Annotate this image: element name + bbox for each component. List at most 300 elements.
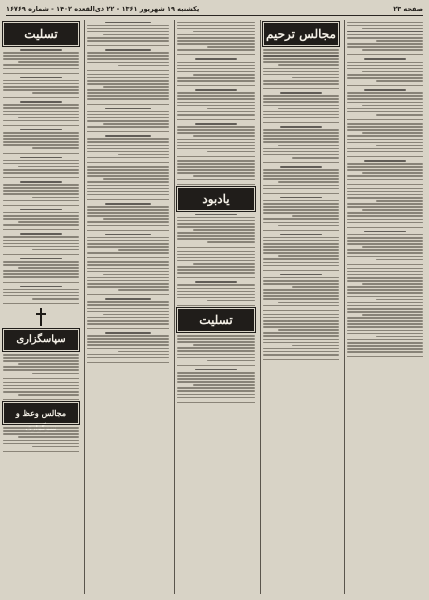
text-line: [177, 28, 255, 30]
text-line: [3, 433, 79, 435]
notice-block: [87, 298, 169, 329]
column-divider: [84, 20, 85, 594]
text-line: [263, 55, 339, 57]
text-line: [347, 108, 423, 110]
text-line: [3, 240, 79, 242]
text-line: [177, 102, 255, 104]
text-line: [347, 92, 423, 94]
text-line: [195, 123, 238, 125]
text-line: [177, 62, 255, 64]
text-line: [3, 163, 79, 165]
text-line: [347, 34, 423, 36]
text-line: [87, 286, 169, 288]
text-line: [3, 132, 79, 134]
text-line: [263, 351, 339, 353]
text-line: [87, 120, 169, 122]
text-line: [263, 335, 339, 337]
text-line: [362, 71, 423, 73]
text-line: [347, 271, 423, 273]
section-banner-majales-tarhim: مجالس ترحیم: [264, 23, 338, 45]
text-line: [118, 154, 169, 156]
text-line: [263, 262, 339, 264]
text-line: [87, 28, 169, 30]
notice-block: [3, 129, 79, 154]
text-line: [177, 223, 255, 225]
page-number-label: صفحه ۲۳: [393, 5, 423, 13]
text-line: [3, 443, 79, 445]
text-line: [177, 114, 255, 116]
text-line: [193, 135, 255, 137]
text-line: [87, 338, 169, 340]
text-line: [177, 338, 255, 340]
text-line: [347, 320, 423, 322]
text-line: [263, 246, 339, 248]
text-line: [347, 188, 423, 190]
text-line: [87, 52, 169, 54]
text-line: [347, 323, 423, 325]
text-line: [207, 46, 255, 48]
text-line: [177, 387, 255, 389]
text-line: [207, 241, 255, 243]
text-line: [87, 215, 169, 217]
text-line: [177, 335, 255, 337]
text-line: [87, 277, 169, 279]
text-line: [177, 22, 255, 24]
text-line: [193, 263, 255, 265]
text-line: [347, 102, 423, 104]
text-line: [87, 311, 169, 313]
notice-block: [87, 49, 169, 71]
text-line: [347, 194, 423, 196]
text-line: [347, 163, 423, 165]
text-line: [263, 332, 339, 334]
text-line: [3, 270, 79, 272]
text-line: [347, 345, 423, 347]
notice-block: [347, 231, 423, 265]
text-line: [347, 31, 423, 33]
text-line: [3, 120, 79, 122]
text-line: [347, 206, 423, 208]
text-line: [32, 249, 79, 251]
text-line: [362, 105, 423, 107]
text-line: [105, 22, 150, 24]
text-line: [347, 286, 423, 288]
text-line: [347, 62, 423, 64]
text-line: [263, 154, 339, 156]
text-line: [87, 169, 169, 171]
text-line: [3, 114, 79, 116]
text-line: [32, 147, 79, 149]
text-line: [362, 172, 423, 174]
text-line: [376, 80, 423, 82]
notice-block: [3, 258, 79, 283]
notice-block: [3, 382, 79, 400]
text-line: [280, 234, 322, 236]
text-line: [177, 390, 255, 392]
text-line: [263, 289, 339, 291]
text-line: [263, 172, 339, 174]
text-line: [263, 342, 339, 344]
text-line: [87, 212, 169, 214]
text-line: [3, 160, 79, 162]
text-line: [347, 268, 423, 270]
text-line: [263, 95, 339, 97]
text-line: [263, 71, 339, 73]
column-center: [174, 20, 258, 596]
text-line: [177, 172, 255, 174]
text-line: [263, 280, 339, 282]
text-line: [177, 80, 255, 82]
text-line: [87, 191, 169, 193]
text-line: [263, 74, 339, 76]
text-line: [347, 191, 423, 193]
text-line: [18, 221, 79, 223]
text-line: [87, 271, 169, 273]
notice-block: [177, 214, 255, 248]
text-line: [347, 175, 423, 177]
text-line: [347, 277, 423, 279]
text-line: [3, 135, 79, 137]
text-line: [3, 212, 79, 214]
text-line: [263, 175, 339, 177]
text-line: [87, 308, 169, 310]
text-line: [195, 214, 238, 216]
text-line: [263, 185, 339, 187]
text-line: [20, 129, 62, 131]
text-line: [105, 49, 150, 51]
text-line: [278, 145, 339, 147]
text-line: [3, 80, 79, 82]
text-line: [87, 301, 169, 303]
notice-block: [177, 123, 255, 157]
notice-block: [177, 251, 255, 279]
text-line: [177, 65, 255, 67]
notice-block: [87, 135, 169, 163]
text-line: [87, 126, 169, 128]
text-line: [177, 294, 255, 296]
column-divider: [260, 20, 261, 594]
text-line: [347, 215, 423, 217]
text-line: [3, 215, 79, 217]
text-line: [347, 77, 423, 79]
notice-block: [3, 354, 79, 379]
text-line: [87, 225, 169, 227]
text-line: [3, 385, 79, 387]
text-line: [193, 74, 255, 76]
text-line: [347, 25, 423, 27]
text-line: [263, 151, 339, 153]
text-line: [3, 169, 79, 171]
text-line: [263, 283, 339, 285]
text-line: [3, 357, 79, 359]
text-line: [103, 123, 169, 125]
text-line: [177, 235, 255, 237]
text-line: [263, 203, 339, 205]
text-line: [3, 190, 79, 192]
text-line: [177, 92, 255, 94]
text-line: [177, 397, 255, 399]
text-line: [364, 160, 406, 162]
text-line: [3, 236, 79, 238]
notice-block: [87, 22, 169, 47]
cross-icon: [34, 308, 48, 326]
text-line: [292, 345, 339, 347]
text-line: [3, 276, 79, 278]
text-line: [263, 68, 339, 70]
text-line: [18, 363, 79, 365]
text-line: [177, 132, 255, 134]
text-line: [3, 187, 79, 189]
text-line: [177, 266, 255, 268]
text-line: [177, 357, 255, 359]
notice-block: [3, 427, 79, 452]
text-line: [263, 111, 339, 113]
text-line: [87, 40, 169, 42]
text-line: [263, 117, 339, 119]
text-line: [347, 274, 423, 276]
text-line: [177, 129, 255, 131]
text-line: [347, 68, 423, 70]
text-line: [263, 218, 339, 220]
text-line: [20, 209, 62, 211]
notice-block: [263, 49, 339, 89]
text-line: [376, 200, 423, 202]
text-line: [347, 129, 423, 131]
text-line: [177, 126, 255, 128]
text-line: [3, 200, 79, 202]
text-line: [3, 261, 79, 263]
text-line: [362, 132, 423, 134]
text-line: [347, 240, 423, 242]
text-line: [278, 181, 339, 183]
text-line: [32, 197, 79, 199]
text-line: [347, 237, 423, 239]
text-line: [3, 273, 79, 275]
text-line: [263, 135, 339, 137]
text-line: [87, 261, 169, 263]
text-line: [263, 80, 339, 82]
text-line: [20, 101, 62, 103]
text-line: [87, 317, 169, 319]
text-line: [177, 98, 255, 100]
text-line: [347, 179, 423, 181]
notice-block: [87, 234, 169, 259]
text-line: [177, 354, 255, 356]
text-line: [177, 272, 255, 274]
text-line: [347, 212, 423, 214]
text-line: [347, 339, 423, 341]
text-line: [3, 193, 79, 195]
text-line: [87, 92, 169, 94]
text-line: [105, 135, 150, 137]
text-line: [3, 292, 79, 294]
text-line: [20, 49, 62, 51]
notice-block: [263, 197, 339, 231]
text-line: [20, 181, 62, 183]
text-line: [32, 298, 79, 300]
text-line: [87, 357, 169, 359]
text-line: [18, 117, 79, 119]
text-line: [278, 302, 339, 304]
text-line: [292, 215, 339, 217]
notice-block: [177, 89, 255, 120]
text-line: [87, 62, 169, 64]
text-line: [263, 258, 339, 260]
text-line: [347, 280, 423, 282]
text-line: [18, 267, 79, 269]
text-line: [364, 58, 406, 60]
text-line: [263, 141, 339, 143]
text-line: [347, 296, 423, 298]
text-line: [3, 218, 79, 220]
text-line: [18, 394, 79, 396]
text-line: [177, 378, 255, 380]
text-line: [87, 323, 169, 325]
text-line: [347, 43, 423, 45]
text-line: [263, 298, 339, 300]
text-line: [263, 105, 339, 107]
section-banner-tasliat-center: تسلیت: [178, 309, 254, 331]
text-line: [263, 169, 339, 171]
column-left: [0, 20, 82, 596]
text-line: [263, 49, 339, 51]
text-line: [87, 95, 169, 97]
column-divider: [174, 20, 175, 594]
text-line: [347, 289, 423, 291]
text-line: [177, 34, 255, 36]
text-line: [177, 288, 255, 290]
notice-block: [3, 233, 79, 255]
text-line: [347, 292, 423, 294]
text-line: [263, 83, 339, 85]
text-line: [347, 348, 423, 350]
text-line: [87, 77, 169, 79]
text-line: [347, 46, 423, 48]
text-line: [3, 354, 79, 356]
text-line: [347, 203, 423, 205]
text-line: [177, 347, 255, 349]
text-line: [263, 252, 339, 254]
text-line: [87, 221, 169, 223]
text-line: [347, 326, 423, 328]
text-line: [263, 212, 339, 214]
text-line: [3, 64, 79, 66]
text-line: [280, 166, 322, 168]
text-line: [3, 83, 79, 85]
text-line: [3, 172, 79, 174]
text-line: [347, 305, 423, 307]
text-line: [278, 64, 339, 66]
text-line: [347, 111, 423, 113]
text-line: [87, 89, 169, 91]
text-line: [347, 166, 423, 168]
text-line: [263, 148, 339, 150]
text-line: [263, 314, 339, 316]
text-line: [362, 283, 423, 285]
text-line: [278, 108, 339, 110]
section-banner-majales-vaz: مجالس وعظ و: [4, 403, 78, 423]
text-line: [3, 295, 79, 297]
text-line: [347, 142, 423, 144]
text-line: [195, 58, 238, 60]
text-line: [207, 360, 255, 362]
page-header: [6, 3, 423, 16]
text-line: [87, 151, 169, 153]
text-line: [347, 123, 423, 125]
text-line: [263, 277, 339, 279]
text-line: [177, 105, 255, 107]
text-line: [87, 194, 169, 196]
text-line: [87, 141, 169, 143]
text-line: [87, 25, 169, 27]
text-line: [177, 220, 255, 222]
text-line: [87, 335, 169, 337]
notice-block: [177, 335, 255, 366]
text-line: [177, 232, 255, 234]
text-line: [3, 427, 79, 429]
text-line: [263, 305, 339, 307]
text-line: [87, 181, 169, 183]
text-line: [3, 111, 79, 113]
text-line: [87, 117, 169, 119]
text-line: [195, 89, 238, 91]
text-line: [347, 126, 423, 128]
notice-block: [347, 89, 423, 120]
text-line: [278, 329, 339, 331]
text-line: [347, 151, 423, 153]
text-line: [292, 77, 339, 79]
text-line: [177, 341, 255, 343]
text-line: [347, 317, 423, 319]
text-line: [3, 289, 79, 291]
text-line: [292, 286, 339, 288]
text-line: [362, 28, 423, 30]
text-line: [177, 166, 255, 168]
text-line: [177, 111, 255, 113]
text-line: [3, 440, 79, 442]
text-line: [103, 314, 169, 316]
text-line: [347, 222, 423, 224]
text-line: [364, 231, 406, 233]
notice-block: [177, 22, 255, 56]
text-line: [177, 163, 255, 165]
notice-block: [263, 92, 339, 123]
text-line: [347, 249, 423, 251]
text-line: [347, 302, 423, 304]
text-line: [263, 138, 339, 140]
text-line: [376, 40, 423, 42]
text-line: [103, 218, 169, 220]
text-line: [87, 31, 169, 33]
text-line: [177, 139, 255, 141]
text-line: [87, 341, 169, 343]
text-line: [3, 360, 79, 362]
text-line: [263, 188, 339, 190]
text-line: [32, 92, 79, 94]
text-line: [177, 375, 255, 377]
text-line: [177, 257, 255, 259]
text-line: [278, 225, 339, 227]
text-line: [347, 148, 423, 150]
text-line: [177, 350, 255, 352]
text-line: [376, 336, 423, 338]
text-line: [177, 269, 255, 271]
text-line: [263, 237, 339, 239]
text-line: [263, 354, 339, 356]
text-line: [177, 25, 255, 27]
text-line: [87, 348, 169, 350]
text-line: [177, 284, 255, 286]
